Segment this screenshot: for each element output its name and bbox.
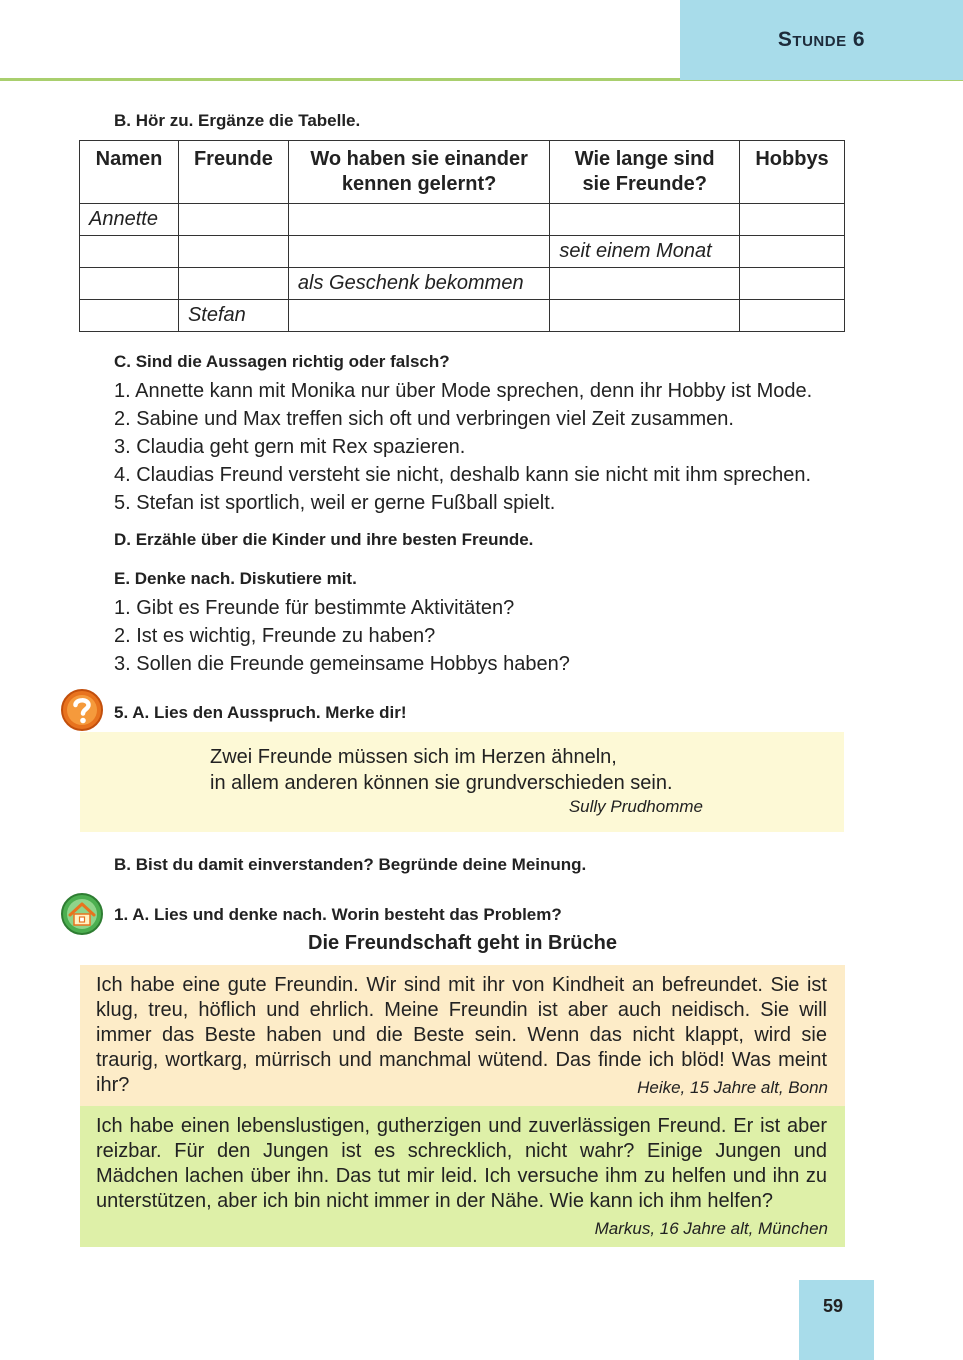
table-cell[interactable] (80, 268, 179, 300)
column-header: Wie lange sind sie Freunde? (550, 141, 740, 204)
table-cell[interactable] (550, 268, 740, 300)
quote-line: Zwei Freunde müssen sich im Herzen ähneln, (210, 746, 617, 768)
table-cell[interactable] (178, 204, 288, 236)
table-cell[interactable]: Annette (80, 204, 179, 236)
table-cell[interactable] (80, 236, 179, 268)
task-e-questions (114, 594, 570, 678)
page-number: 59 (822, 1296, 844, 1316)
table-cell[interactable] (80, 300, 179, 332)
question-mark-icon (60, 688, 104, 732)
table-cell[interactable] (740, 204, 845, 236)
table-header-row (80, 141, 845, 204)
table-cell[interactable] (740, 236, 845, 268)
column-header: Freunde (178, 141, 288, 204)
table-cell[interactable] (550, 204, 740, 236)
table-row (80, 268, 845, 300)
table-cell[interactable]: Stefan (178, 300, 288, 332)
table-row (80, 300, 845, 332)
column-header: Namen (80, 141, 179, 204)
lesson-label: Stunde 6 (777, 28, 866, 51)
quote-line: in allem anderen können sie grundverschieden sein. (210, 772, 673, 794)
list-item: 4. Claudias Freund versteht sie nicht, deshalb kann sie nicht mit ihm sprechen. (114, 464, 812, 486)
table-cell[interactable] (178, 268, 288, 300)
table-cell[interactable] (178, 236, 288, 268)
story-title: Die Freundschaft geht in Brüche (308, 932, 617, 954)
house-icon (60, 892, 104, 936)
quote-text (210, 744, 673, 796)
table-cell[interactable] (740, 300, 845, 332)
list-item: 1. Gibt es Freunde für bestimmte Aktivitäten? (114, 597, 515, 619)
table-cell[interactable]: als Geschenk bekommen (288, 268, 549, 300)
task-c-statements (114, 377, 812, 517)
list-item: 1. Annette kann mit Monika nur über Mode sprechen, denn ihr Hobby ist Mode. (114, 380, 813, 402)
list-item: 5. Stefan ist sportlich, weil er gerne Fußball spielt. (114, 492, 556, 514)
task-5a-heading: 5. A. Lies den Ausspruch. Merke dir! (114, 703, 407, 722)
table-cell[interactable] (288, 204, 549, 236)
table-row (80, 236, 845, 268)
letter-signature-heike: Heike, 15 Jahre alt, Bonn (637, 1078, 828, 1097)
table-cell[interactable] (288, 300, 549, 332)
column-header: Wo haben sie einander kennen gelernt? (288, 141, 549, 204)
list-item: 3. Claudia geht gern mit Rex spazieren. (114, 436, 466, 458)
task-e-heading: E. Denke nach. Diskutiere mit. (114, 569, 357, 588)
page-number-tab (799, 1280, 874, 1360)
column-header: Hobbys (740, 141, 845, 204)
list-item: 2. Sabine und Max treffen sich oft und verbringen viel Zeit zusammen. (114, 408, 734, 430)
task-d-heading: D. Erzähle über die Kinder und ihre besten Freunde. (114, 530, 534, 549)
lesson-tab (680, 0, 963, 80)
task-b-heading: B. Hör zu. Ergänze die Tabelle. (114, 111, 361, 130)
quote-author: Sully Prudhomme (568, 797, 703, 816)
letter-text-heike: Ich habe eine gute Freundin. Wir sind mit ihr von Kindheit an befreundet. Sie ist klug, treu, höflich und ehrlich. Meine Freundin ist aber auch neidisch. Sie will immer das Beste haben und die Beste sein. Wenn das nicht klappt, wird sie traurig, wortkarg, mürrisch und manchmal wütend. Das finde ich blöd! Was meint ihr? (96, 974, 827, 1096)
task-c-heading: C. Sind die Aussagen richtig oder falsch? (114, 352, 450, 371)
table-row (80, 204, 845, 236)
table-cell[interactable] (740, 268, 845, 300)
table-cell[interactable] (288, 236, 549, 268)
letter-text-markus: Ich habe einen lebenslustigen, gutherzigen und zuverlässigen Freund. Er ist aber reizbar. Für den Jungen ist es schrecklich, nicht wahr? Einige Jungen und Mädchen lachen über ihn. Das tut mir leid. Ich versuche ihm zu helfen und ihn zu unterstützen, aber ich bin nicht immer in der Nähe. Wie kann ich ihm helfen? (96, 1115, 827, 1212)
homework-heading: 1. A. Lies und denke nach. Worin besteht das Problem? (114, 905, 562, 924)
task-5b-heading: B. Bist du damit einverstanden? Begründe deine Meinung. (114, 855, 587, 874)
table-cell[interactable]: seit einem Monat (550, 236, 740, 268)
table-cell[interactable] (550, 300, 740, 332)
listening-table (79, 140, 845, 332)
list-item: 2. Ist es wichtig, Freunde zu haben? (114, 625, 436, 647)
letter-signature-markus: Markus, 16 Jahre alt, München (594, 1219, 828, 1238)
list-item: 3. Sollen die Freunde gemeinsame Hobbys haben? (114, 653, 570, 675)
